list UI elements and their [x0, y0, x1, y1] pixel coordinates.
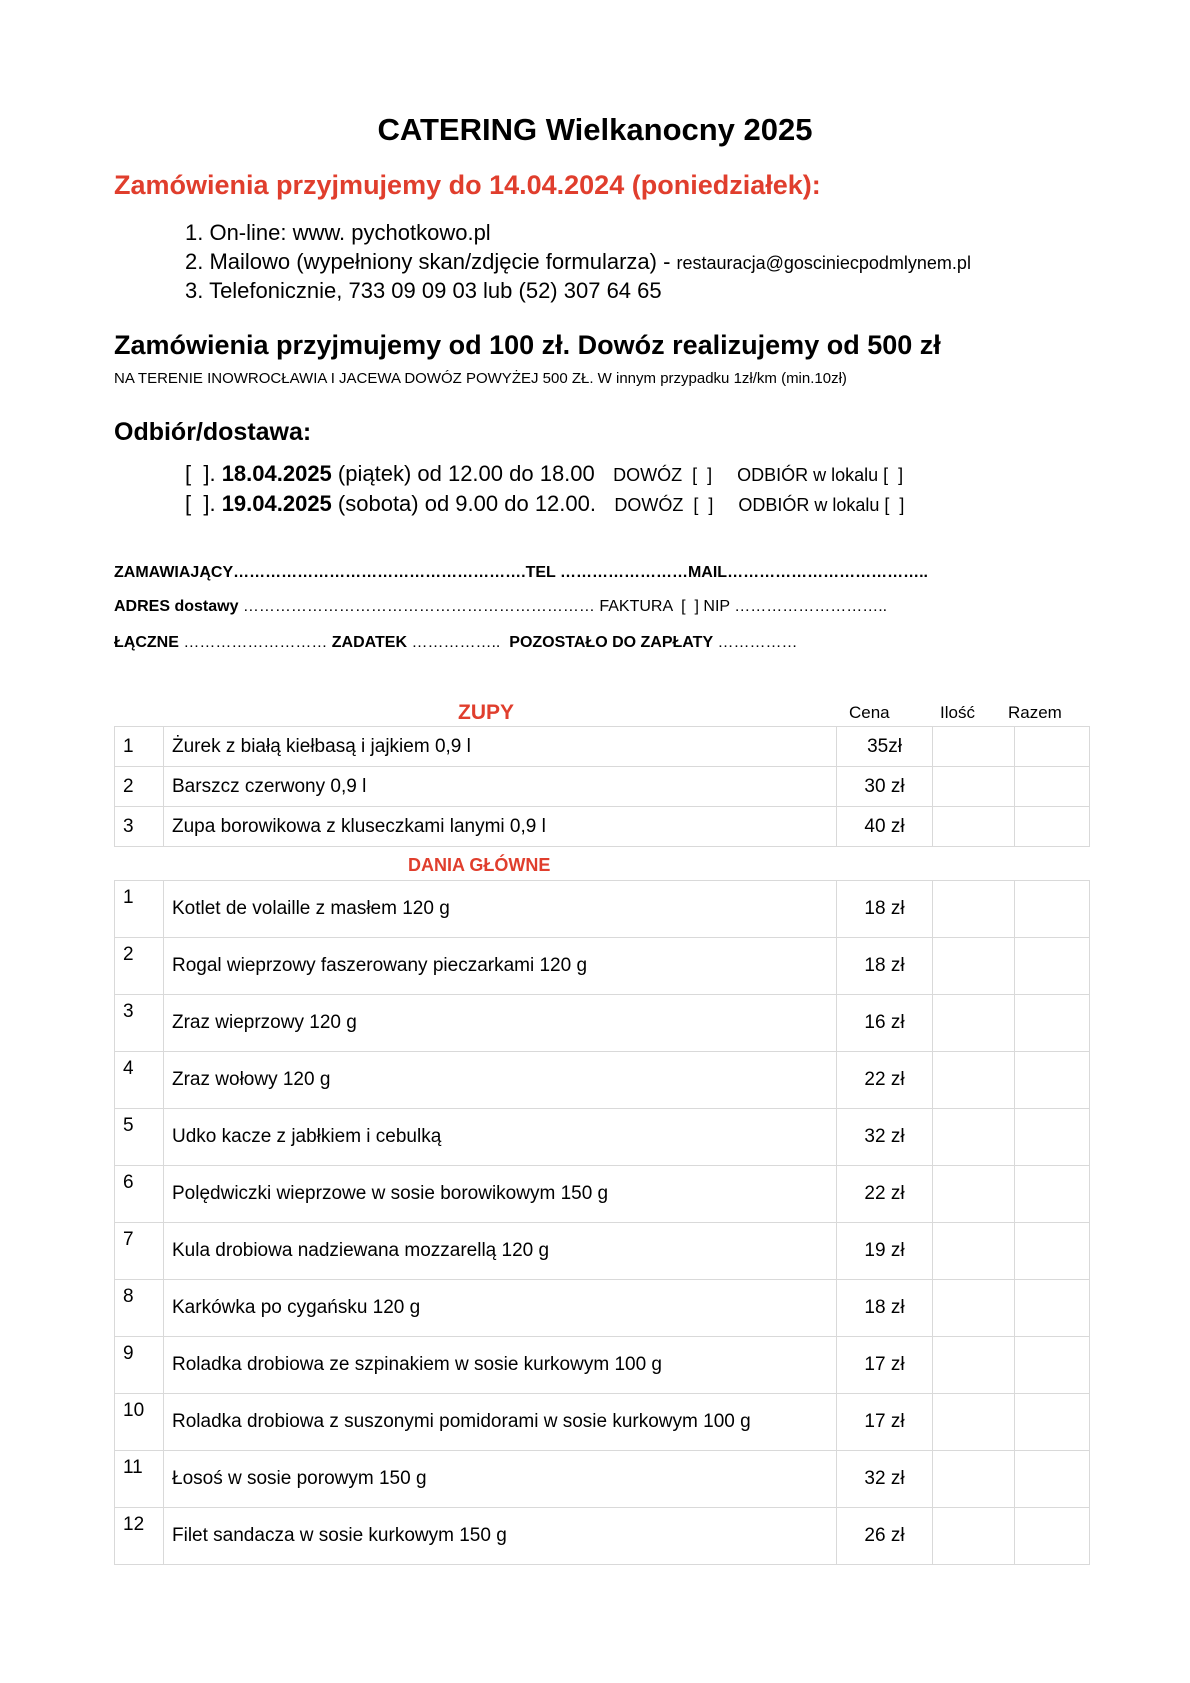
table-row — [115, 1052, 1090, 1109]
total-cell[interactable] — [1015, 995, 1090, 1052]
total-cell[interactable] — [1015, 807, 1090, 847]
item-name: Udko kacze z jabłkiem i cebulką — [164, 1109, 837, 1166]
slot-checkbox[interactable]: [ ]. — [185, 461, 216, 486]
item-price: 18 zł — [837, 881, 933, 938]
item-name: Polędwiczki wieprzowe w sosie borowikowym 150 g — [164, 1166, 837, 1223]
address-fields-line[interactable]: ADRES dostawy ………………………………………………………… FAKTURA [ ] NIP ……………………….. — [114, 598, 888, 615]
email-address: restauracja@gosciniecpodmlynem.pl — [676, 252, 971, 273]
quantity-cell[interactable] — [933, 1508, 1015, 1565]
table-row — [115, 881, 1090, 938]
quantity-cell[interactable] — [933, 1223, 1015, 1280]
table-row — [115, 1280, 1090, 1337]
price-column-header: Cena — [849, 703, 890, 722]
order-channel-phone: 3. Telefonicznie, 733 09 09 03 lub (52) 307 64 65 — [185, 278, 662, 303]
total-cell[interactable] — [1015, 1508, 1090, 1565]
item-price: 16 zł — [837, 995, 933, 1052]
table-row — [115, 1166, 1090, 1223]
quantity-cell[interactable] — [933, 1109, 1015, 1166]
pickup-delivery-heading: Odbiór/dostawa: — [114, 418, 312, 446]
table-row — [115, 1451, 1090, 1508]
delivery-area-note: NA TERENIE INOWROCŁAWIA I JACEWA DOWÓZ POWYŻEJ 500 ZŁ. W innym przypadku 1zł/km (min.10zł) — [114, 370, 847, 387]
quantity-cell[interactable] — [933, 1451, 1015, 1508]
quantity-cell[interactable] — [933, 995, 1015, 1052]
item-name: Kula drobiowa nadziewana mozzarellą 120 g — [164, 1223, 837, 1280]
total-cell[interactable] — [1015, 1166, 1090, 1223]
item-number: 2 — [115, 938, 164, 995]
minimum-order-notice: Zamówienia przyjmujemy od 100 zł. Dowóz realizujemy od 500 zł — [114, 330, 941, 360]
item-number: 2 — [115, 767, 164, 807]
total-column-header: Razem — [1008, 703, 1062, 722]
order-channel-email: 2. Mailowo (wypełniony skan/zdjęcie formularza) - restauracja@gosciniecpodmlynem.pl — [185, 248, 971, 274]
pickup-slot[interactable]: [ ]. 18.04.2025 (piątek) od 12.00 do 18.00 DOWÓZ [ ] ODBIÓR w lokalu [ ] — [185, 461, 904, 486]
quantity-column-header: Ilość — [940, 703, 975, 722]
customer-fields-line[interactable]: ZAMAWIAJĄCY……………………………………………….TEL ……………………MAIL……………………………….. — [114, 564, 928, 581]
item-price: 32 zł — [837, 1451, 933, 1508]
mains-table — [114, 880, 1090, 1565]
item-name: Zraz wołowy 120 g — [164, 1052, 837, 1109]
quantity-cell[interactable] — [933, 807, 1015, 847]
total-cell[interactable] — [1015, 1109, 1090, 1166]
item-number: 12 — [115, 1508, 164, 1565]
item-price: 17 zł — [837, 1394, 933, 1451]
page-title: CATERING Wielkanocny 2025 — [377, 112, 813, 147]
table-row — [115, 938, 1090, 995]
total-cell[interactable] — [1015, 1052, 1090, 1109]
item-name: Roladka drobiowa z suszonymi pomidorami w sosie kurkowym 100 g — [164, 1394, 837, 1451]
item-name: Rogal wieprzowy faszerowany pieczarkami 120 g — [164, 938, 837, 995]
item-price: 22 zł — [837, 1052, 933, 1109]
table-row — [115, 767, 1090, 807]
table-row — [115, 1508, 1090, 1565]
item-name: Łosoś w sosie porowym 150 g — [164, 1451, 837, 1508]
item-number: 8 — [115, 1280, 164, 1337]
item-price: 18 zł — [837, 1280, 933, 1337]
total-cell[interactable] — [1015, 1280, 1090, 1337]
quantity-cell[interactable] — [933, 1394, 1015, 1451]
item-name: Barszcz czerwony 0,9 l — [164, 767, 837, 807]
item-number: 1 — [115, 881, 164, 938]
item-number: 4 — [115, 1052, 164, 1109]
quantity-cell[interactable] — [933, 1280, 1015, 1337]
table-row — [115, 807, 1090, 847]
item-name: Roladka drobiowa ze szpinakiem w sosie kurkowym 100 g — [164, 1337, 837, 1394]
item-number: 5 — [115, 1109, 164, 1166]
item-name: Filet sandacza w sosie kurkowym 150 g — [164, 1508, 837, 1565]
quantity-cell[interactable] — [933, 767, 1015, 807]
item-price: 26 zł — [837, 1508, 933, 1565]
table-row — [115, 1394, 1090, 1451]
total-cell[interactable] — [1015, 1451, 1090, 1508]
order-channel-online: 1. On-line: www. pychotkowo.pl — [185, 220, 491, 245]
slot-date: 19.04.2025 — [221, 490, 332, 516]
total-cell[interactable] — [1015, 767, 1090, 807]
quantity-cell[interactable] — [933, 938, 1015, 995]
item-price: 17 zł — [837, 1337, 933, 1394]
table-row — [115, 995, 1090, 1052]
payment-fields-line[interactable]: ŁĄCZNE ……………………… ZADATEK …………….. POZOSTAŁO DO ZAPŁATY …………… — [114, 634, 798, 651]
table-row — [115, 1223, 1090, 1280]
quantity-cell[interactable] — [933, 1337, 1015, 1394]
soups-table — [114, 726, 1090, 847]
total-cell[interactable] — [1015, 881, 1090, 938]
mains-section-label: DANIA GŁÓWNE — [408, 855, 551, 875]
table-row — [115, 1109, 1090, 1166]
item-name: Kotlet de volaille z masłem 120 g — [164, 881, 837, 938]
slot-options[interactable]: DOWÓZ [ ] ODBIÓR w lokalu [ ] — [614, 494, 905, 515]
slot-options[interactable]: DOWÓZ [ ] ODBIÓR w lokalu [ ] — [613, 465, 904, 485]
item-price: 40 zł — [837, 807, 933, 847]
order-channels-list — [185, 219, 971, 306]
total-cell[interactable] — [1015, 1223, 1090, 1280]
item-number: 1 — [115, 727, 164, 767]
item-price: 18 zł — [837, 938, 933, 995]
item-name: Zraz wieprzowy 120 g — [164, 995, 837, 1052]
quantity-cell[interactable] — [933, 727, 1015, 767]
total-cell[interactable] — [1015, 1394, 1090, 1451]
item-number: 6 — [115, 1166, 164, 1223]
item-number: 10 — [115, 1394, 164, 1451]
quantity-cell[interactable] — [933, 881, 1015, 938]
quantity-cell[interactable] — [933, 1052, 1015, 1109]
pickup-slots — [185, 460, 904, 519]
item-number: 3 — [115, 995, 164, 1052]
item-number: 9 — [115, 1337, 164, 1394]
item-number: 7 — [115, 1223, 164, 1280]
table-row — [115, 1337, 1090, 1394]
slot-date: 18.04.2025 — [221, 461, 332, 486]
item-price: 35zł — [837, 727, 933, 767]
item-number: 3 — [115, 807, 164, 847]
slot-checkbox[interactable]: [ ]. — [185, 490, 216, 516]
item-price: 32 zł — [837, 1109, 933, 1166]
item-price: 22 zł — [837, 1166, 933, 1223]
order-deadline: Zamówienia przyjmujemy do 14.04.2024 (poniedziałek): — [114, 170, 821, 200]
item-name: Żurek z białą kiełbasą i jajkiem 0,9 l — [164, 727, 837, 767]
pickup-slot[interactable]: [ ]. 19.04.2025 (sobota) od 9.00 do 12.00. DOWÓZ [ ] ODBIÓR w lokalu [ ] — [185, 490, 905, 516]
item-price: 30 zł — [837, 767, 933, 807]
total-cell[interactable] — [1015, 1337, 1090, 1394]
item-name: Karkówka po cygańsku 120 g — [164, 1280, 837, 1337]
item-price: 19 zł — [837, 1223, 933, 1280]
item-number: 11 — [115, 1451, 164, 1508]
table-row — [115, 727, 1090, 767]
item-name: Zupa borowikowa z kluseczkami lanymi 0,9 l — [164, 807, 837, 847]
quantity-cell[interactable] — [933, 1166, 1015, 1223]
total-cell[interactable] — [1015, 727, 1090, 767]
total-cell[interactable] — [1015, 938, 1090, 995]
soups-section-label: ZUPY — [458, 701, 515, 724]
